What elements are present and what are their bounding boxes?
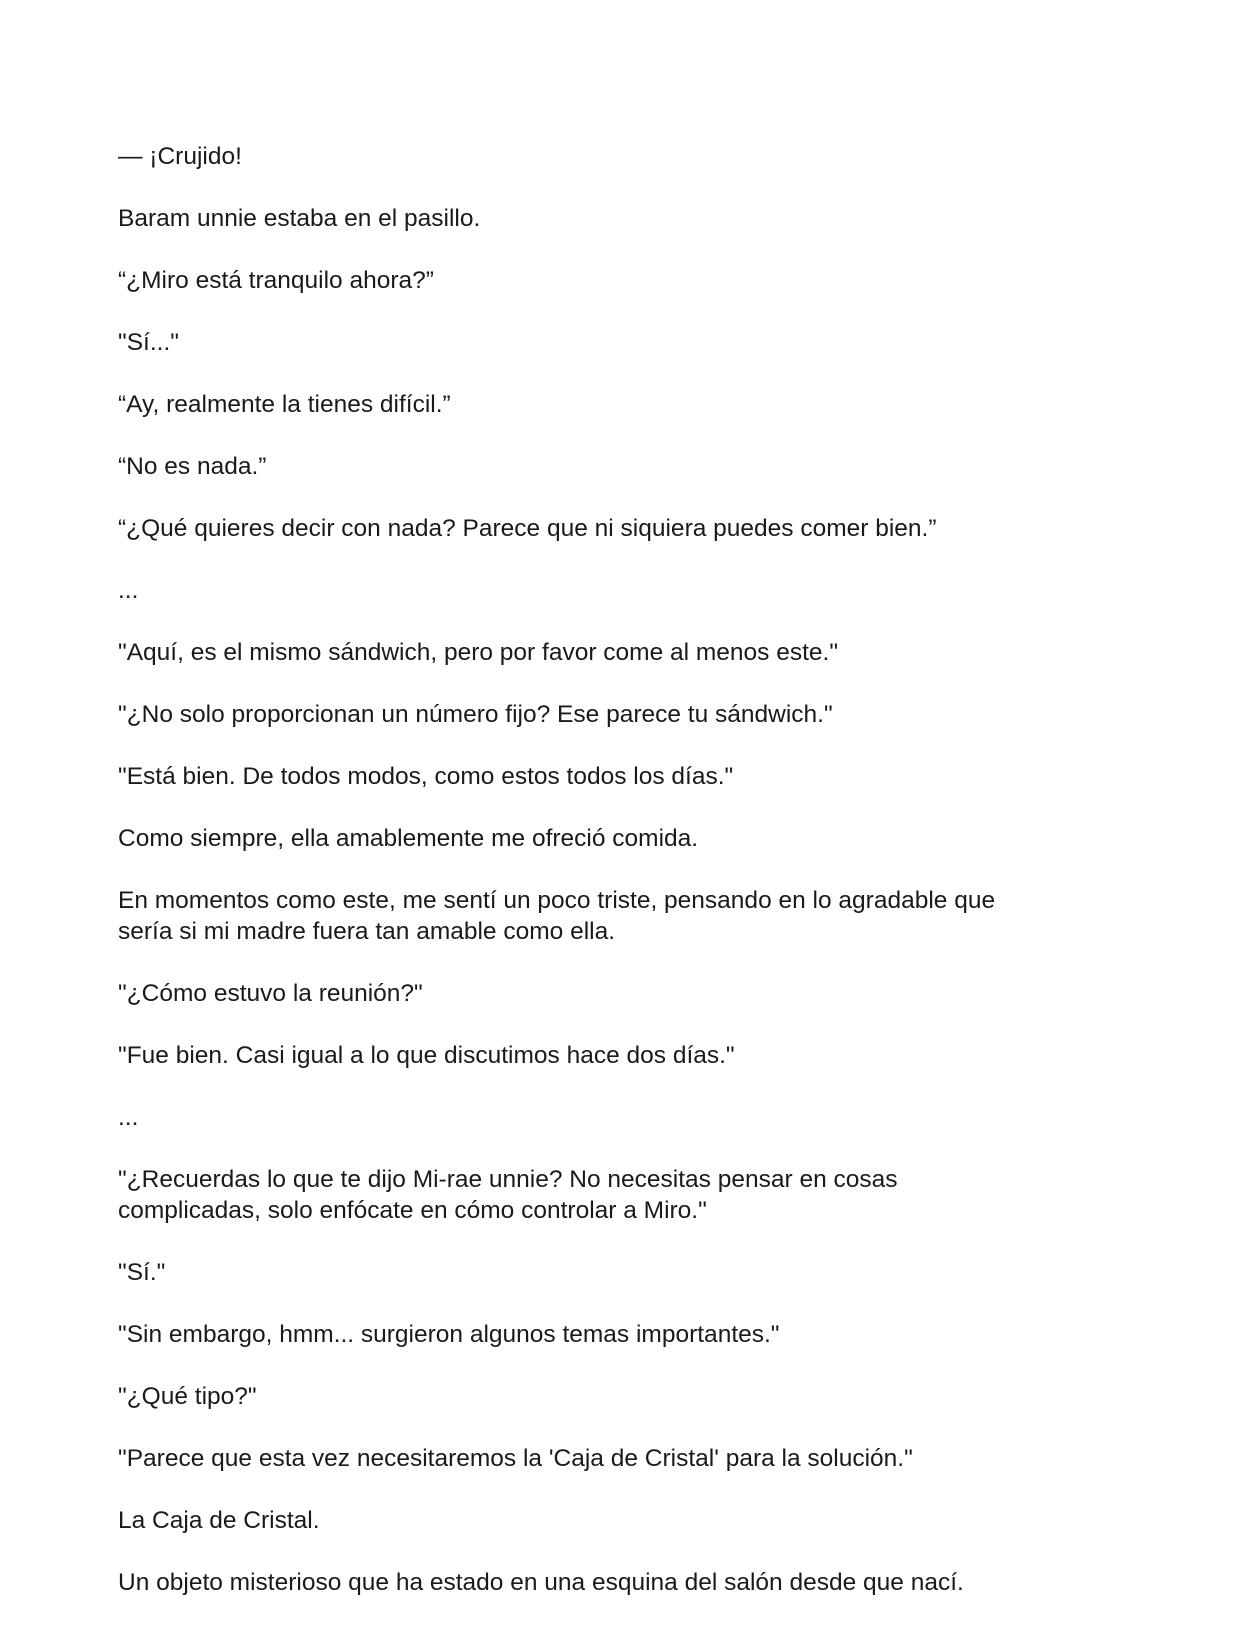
paragraph: "Sí." [118,1259,166,1286]
paragraph: “¿Miro está tranquilo ahora?” [118,267,434,294]
paragraph: "Aquí, es el mismo sándwich, pero por favor come al menos este." [118,639,839,666]
paragraph: "¿Cómo estuvo la reunión?" [118,980,423,1007]
paragraph: La Caja de Cristal. [118,1507,320,1534]
ellipsis-paragraph: ... [118,1104,139,1131]
paragraph: "¿No solo proporcionan un número fijo? Ese parece tu sándwich." [118,701,833,728]
paragraph: "Está bien. De todos modos, como estos todos los días." [118,763,734,790]
paragraph: "Sin embargo, hmm... surgieron algunos temas importantes." [118,1321,780,1348]
paragraph: Baram unnie estaba en el pasillo. [118,205,481,232]
paragraph: “¿Qué quieres decir con nada? Parece que ni siquiera puedes comer bien.” [118,515,937,542]
paragraph: “No es nada.” [118,453,267,480]
paragraph: "¿Recuerdas lo que te dijo Mi-rae unnie? No necesitas pensar en cosas complicadas, solo enfócate en cómo controlar a Miro." [118,1166,898,1224]
body-text [118,141,1118,1629]
paragraph: "¿Qué tipo?" [118,1383,257,1410]
paragraph: "Sí..." [118,329,179,356]
ellipsis-paragraph: ... [118,577,139,604]
paragraph: — ¡Crujido! [118,143,242,170]
paragraph: "Parece que esta vez necesitaremos la 'Caja de Cristal' para la solución." [118,1445,913,1472]
paragraph: En momentos como este, me sentí un poco triste, pensando en lo agradable que sería si mi madre fuera tan amable como ella. [118,887,996,945]
paragraph: “Ay, realmente la tienes difícil.” [118,391,451,418]
paragraph: Un objeto misterioso que ha estado en una esquina del salón desde que nací. [118,1569,964,1596]
paragraph: Como siempre, ella amablemente me ofreció comida. [118,825,699,852]
paragraph: "Fue bien. Casi igual a lo que discutimos hace dos días." [118,1042,735,1069]
